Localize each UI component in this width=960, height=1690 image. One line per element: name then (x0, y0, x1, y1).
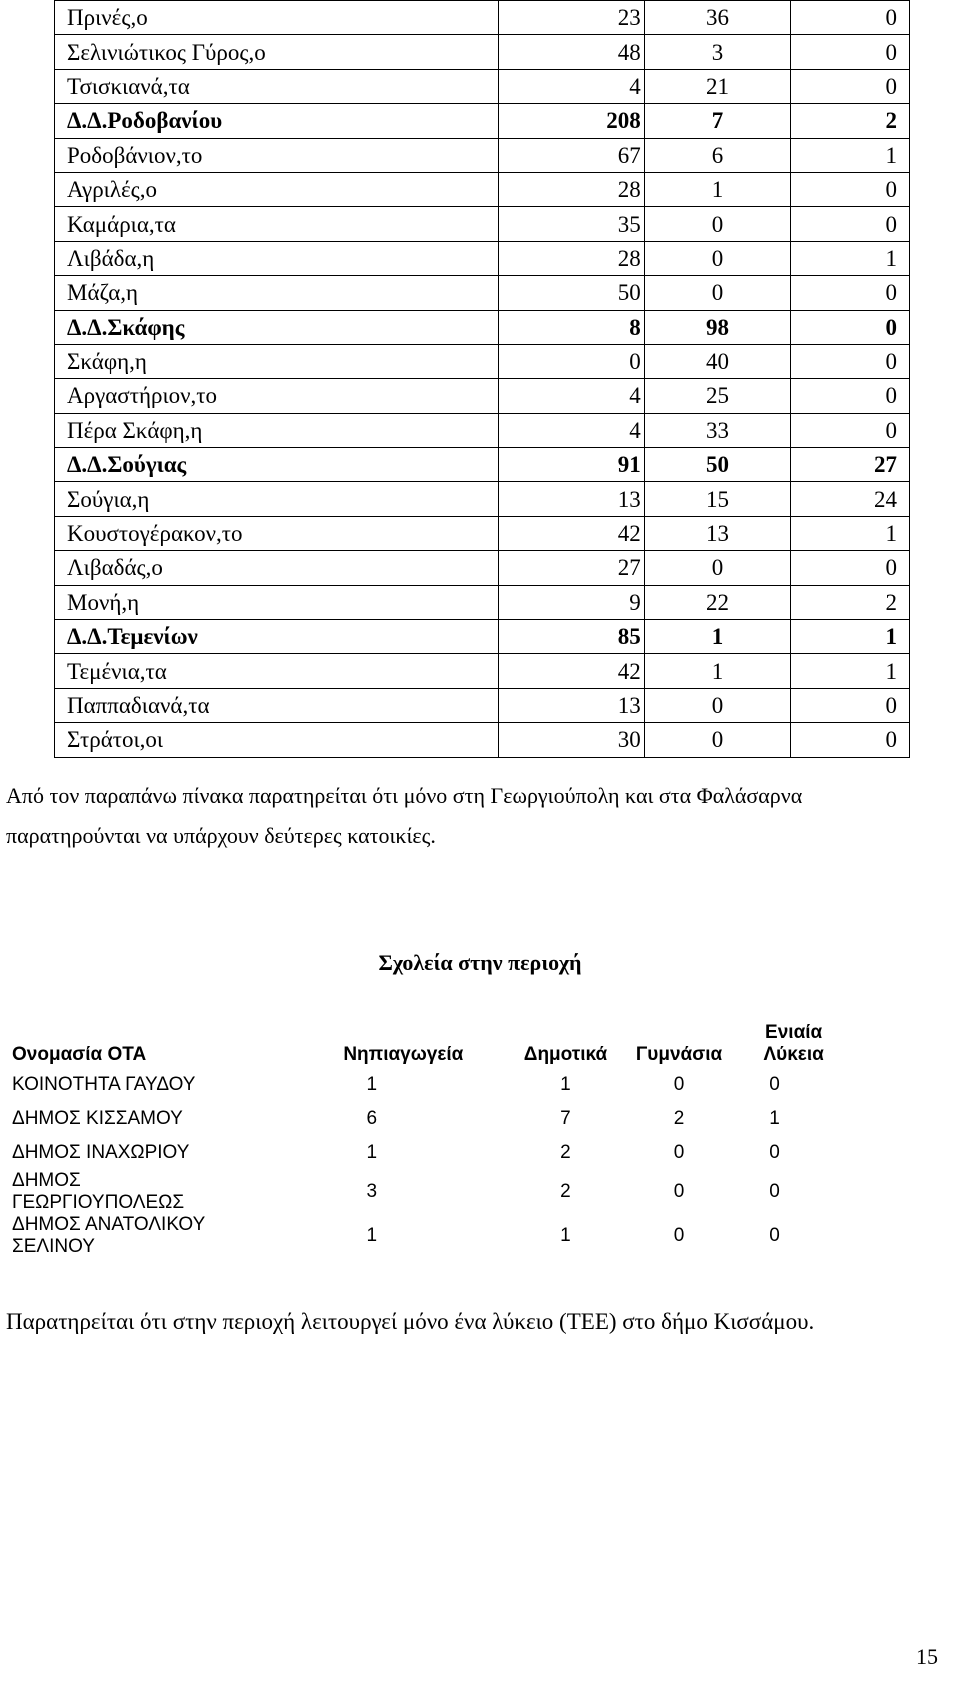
row-value-1: 35 (499, 207, 645, 241)
row-value-3: 0 (791, 69, 910, 103)
school-ota-name-line1: ΔΗΜΟΣ ΑΝΑΤΟΛΙΚΟΥ (12, 1214, 206, 1235)
row-value-1: 9 (499, 585, 645, 619)
row-value-2: 0 (644, 688, 791, 722)
row-value-2: 21 (644, 69, 791, 103)
school-ota-name (8, 1214, 304, 1258)
row-name: Τεμένια,τα (55, 654, 499, 688)
table-row (55, 723, 910, 757)
row-value-2: 3 (644, 35, 791, 69)
row-value-1: 208 (499, 104, 645, 138)
row-name: Δ.Δ.Τεμενίων (55, 620, 499, 654)
row-value-1: 4 (499, 379, 645, 413)
school-ota-name-line1: ΔΗΜΟΣ ΚΙΣΣΑΜΟΥ (12, 1108, 183, 1129)
row-value-3: 1 (791, 654, 910, 688)
row-value-1: 42 (499, 654, 645, 688)
table-row (55, 276, 910, 310)
header-gymnasium: Γυμνάσια (635, 1044, 723, 1065)
school-count-lyceum: 0 (769, 1181, 780, 1202)
row-value-2: 15 (644, 482, 791, 516)
row-value-2: 1 (644, 172, 791, 206)
row-value-1: 13 (499, 688, 645, 722)
table-row (55, 310, 910, 344)
school-ota-name (8, 1170, 304, 1214)
schools-title: Σχολεία στην περιοχή (378, 950, 582, 975)
row-value-2: 0 (644, 207, 791, 241)
school-ota-name (8, 1102, 304, 1136)
row-value-3: 1 (791, 620, 910, 654)
row-value-2: 0 (644, 723, 791, 757)
row-value-3: 24 (791, 482, 910, 516)
row-value-1: 28 (499, 172, 645, 206)
row-name: Λιβάδα,η (55, 241, 499, 275)
row-value-2: 25 (644, 379, 791, 413)
row-value-1: 85 (499, 620, 645, 654)
table-row (55, 448, 910, 482)
row-value-1: 13 (499, 482, 645, 516)
row-value-1: 48 (499, 35, 645, 69)
table-row (55, 1, 910, 35)
row-value-3: 1 (791, 516, 910, 550)
row-value-2: 0 (644, 241, 791, 275)
row-name: Δ.Δ.Σκάφης (55, 310, 499, 344)
header-name: Ονομασία ΟΤΑ (12, 1044, 147, 1065)
row-value-3: 0 (791, 551, 910, 585)
table-row (55, 241, 910, 275)
school-count-kindergarten: 1 (366, 1074, 378, 1095)
lyceum-comment-paragraph: Παρατηρείται ότι στην περιοχή λειτουργεί μόνο ένα λύκειο (ΤΕΕ) στο δήμο Κισσάμου. (6, 1309, 815, 1334)
header-kindergarten: Νηπιαγωγεία (343, 1044, 464, 1065)
row-value-2: 98 (644, 310, 791, 344)
table-row (55, 482, 910, 516)
row-value-1: 67 (499, 138, 645, 172)
row-name: Λιβαδάς,ο (55, 551, 499, 585)
row-value-1: 0 (499, 344, 645, 378)
row-value-2: 36 (644, 1, 791, 35)
row-name: Καμάρια,τα (55, 207, 499, 241)
header-lyceum-line2: Λύκεια (763, 1044, 824, 1065)
population-table (54, 0, 910, 758)
row-value-3: 0 (791, 723, 910, 757)
row-value-2: 1 (644, 620, 791, 654)
table-row (8, 1136, 858, 1170)
school-count-primary: 7 (560, 1108, 571, 1129)
table-row (55, 172, 910, 206)
row-name: Σούγια,η (55, 482, 499, 516)
row-name: Πέρα Σκάφη,η (55, 413, 499, 447)
row-name: Μάζα,η (55, 276, 499, 310)
row-value-3: 0 (791, 1, 910, 35)
school-count-primary: 1 (560, 1074, 571, 1095)
row-name: Μονή,η (55, 585, 499, 619)
school-count-lyceum: 0 (769, 1142, 780, 1163)
row-name: Τσισκιανά,τα (55, 69, 499, 103)
table-row (8, 1102, 858, 1136)
school-count-kindergarten: 1 (366, 1225, 378, 1246)
school-count-gymnasium: 0 (673, 1181, 685, 1202)
row-value-2: 22 (644, 585, 791, 619)
school-count-primary: 2 (560, 1181, 571, 1202)
school-ota-name (8, 1136, 304, 1170)
school-ota-name-line2: ΓΕΩΡΓΙΟΥΠΟΛΕΩΣ (12, 1192, 185, 1213)
row-value-1: 28 (499, 241, 645, 275)
table-row (55, 551, 910, 585)
school-count-gymnasium: 0 (673, 1142, 685, 1163)
table-row (55, 35, 910, 69)
school-ota-name-line1: ΚΟΙΝΟΤΗΤΑ ΓΑΥΔΟΥ (12, 1074, 196, 1095)
table-row (55, 207, 910, 241)
row-name: Δ.Δ.Σούγιας (55, 448, 499, 482)
table-row (55, 620, 910, 654)
row-value-3: 0 (791, 172, 910, 206)
schools-header-row (8, 1008, 858, 1068)
row-value-3: 0 (791, 344, 910, 378)
row-value-2: 40 (644, 344, 791, 378)
row-name: Παππαδιανά,τα (55, 688, 499, 722)
row-value-3: 0 (791, 688, 910, 722)
row-value-2: 6 (644, 138, 791, 172)
school-count-kindergarten: 3 (366, 1181, 378, 1202)
row-value-3: 0 (791, 310, 910, 344)
row-value-3: 2 (791, 104, 910, 138)
row-value-3: 0 (791, 379, 910, 413)
table-row (55, 379, 910, 413)
row-name: Στράτοι,οι (55, 723, 499, 757)
row-name: Ροδοβάνιον,το (55, 138, 499, 172)
row-value-2: 0 (644, 551, 791, 585)
school-count-kindergarten: 1 (366, 1142, 378, 1163)
table-row (55, 516, 910, 550)
row-name: Αγριλές,ο (55, 172, 499, 206)
table-row (8, 1170, 858, 1214)
row-value-2: 33 (644, 413, 791, 447)
row-name: Πρινές,ο (55, 1, 499, 35)
row-value-3: 0 (791, 207, 910, 241)
school-count-gymnasium: 0 (673, 1074, 685, 1095)
school-ota-name (8, 1068, 304, 1102)
row-name: Κουστογέρακον,το (55, 516, 499, 550)
schools-table (8, 1008, 858, 1258)
table-row (55, 585, 910, 619)
row-value-3: 1 (791, 138, 910, 172)
header-lyceum (729, 1008, 858, 1068)
table-row (55, 138, 910, 172)
table-row (55, 344, 910, 378)
row-value-3: 0 (791, 276, 910, 310)
row-value-2: 1 (644, 654, 791, 688)
table-row (55, 654, 910, 688)
table-row (55, 688, 910, 722)
school-count-gymnasium: 2 (673, 1108, 685, 1129)
row-value-3: 2 (791, 585, 910, 619)
row-value-1: 42 (499, 516, 645, 550)
school-count-lyceum: 1 (769, 1108, 780, 1129)
row-value-1: 30 (499, 723, 645, 757)
table-row (8, 1214, 858, 1258)
row-value-1: 4 (499, 413, 645, 447)
row-value-1: 27 (499, 551, 645, 585)
table-row (55, 413, 910, 447)
row-value-1: 23 (499, 1, 645, 35)
school-count-primary: 1 (560, 1225, 571, 1246)
table-comment-paragraph: Από τον παραπάνω πίνακα παρατηρείται ότι μόνο στη Γεωργιούπολη και στα Φαλάσαρνα παρατηρούνται να υπάρχουν δεύτερες κατοικίες. (6, 783, 803, 848)
school-count-kindergarten: 6 (366, 1108, 378, 1129)
page-number: 15 (916, 1644, 938, 1669)
school-ota-name-line1: ΔΗΜΟΣ ΙΝΑΧΩΡΙΟΥ (12, 1142, 190, 1163)
school-count-lyceum: 0 (769, 1074, 780, 1095)
school-ota-name-line1: ΔΗΜΟΣ (12, 1170, 81, 1191)
row-name: Δ.Δ.Ροδοβανίου (55, 104, 499, 138)
header-lyceum-line1: Ενιαία (765, 1022, 823, 1043)
row-value-3: 0 (791, 35, 910, 69)
school-count-gymnasium: 0 (673, 1225, 685, 1246)
row-value-1: 91 (499, 448, 645, 482)
table-row (55, 69, 910, 103)
header-primary: Δημοτικά (523, 1044, 608, 1065)
school-count-primary: 2 (560, 1142, 571, 1163)
row-value-2: 50 (644, 448, 791, 482)
row-value-3: 0 (791, 413, 910, 447)
row-name: Σκάφη,η (55, 344, 499, 378)
row-name: Αργαστήριον,το (55, 379, 499, 413)
school-count-lyceum: 0 (769, 1225, 780, 1246)
row-value-3: 1 (791, 241, 910, 275)
row-value-1: 4 (499, 69, 645, 103)
row-value-1: 8 (499, 310, 645, 344)
row-value-2: 7 (644, 104, 791, 138)
school-ota-name-line2: ΣΕΛΙΝΟΥ (12, 1236, 95, 1257)
row-value-3: 27 (791, 448, 910, 482)
row-name: Σελινιώτικος Γύρος,ο (55, 35, 499, 69)
row-value-1: 50 (499, 276, 645, 310)
row-value-2: 13 (644, 516, 791, 550)
row-value-2: 0 (644, 276, 791, 310)
table-row (55, 104, 910, 138)
table-row (8, 1068, 858, 1102)
